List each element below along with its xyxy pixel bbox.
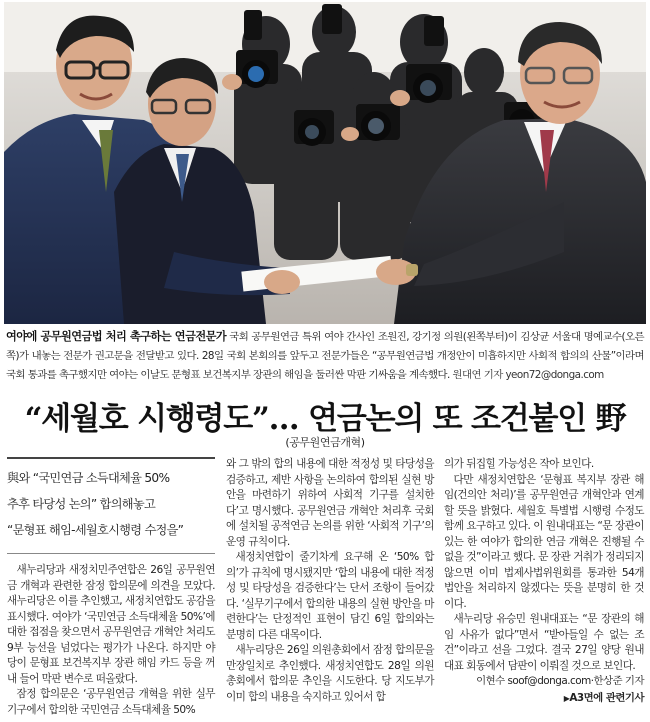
article-byline: 이현수 soof@donga.com·한상준 기자 [476, 675, 644, 687]
article-column-2 [226, 457, 434, 705]
related-article-label: A3면에 관련기사 [569, 691, 644, 704]
article-paragraph: 다만 새정치연합은 ‘문형표 복지부 장관 해임(건의안 처리)’를 공무원연금 개혁안과 연계할 뜻을 밝혔다. 세월호 특별법 시행령 수정도 함께 요구하고 있다. 이 원내대표는 “문 장관이 있는 한 여야가 합의한 연금 개혁은 진행될 수 없을 것”이라고 했다. 문 장관 거취가 정리되지 않으면 이미 법제사법위원회를 통과한 54개 법안을 처리하지 않겠다는 뜻을 분명히 한 것이다. [444, 473, 644, 610]
triangle-pointer-icon: ▶ [563, 693, 570, 703]
article-paragraph: 와 그 밖의 합의 내용에 대한 적정성 및 타당성을 검증하고, 제반 사항을 논의하여 합의된 실현 방안을 마련하기 위하여 사회적 기구를 설치한다’고 명시했다. 공무원연금 개혁안 처리후 국회에 설치될 공적연금 논의를 위한 ‘사회적 기구’의 운영 규칙이다. [226, 458, 434, 548]
deck-line-3: “문형표 해임-세월호시행령 수정을” [7, 523, 184, 537]
photo-caption [6, 327, 644, 385]
headline: “세월호 시행령도”… 연금논의 또 조건붙인 野 [24, 401, 626, 437]
deck-divider [7, 553, 215, 554]
article-paragraph: 의가 뒤집힐 가능성은 작아 보인다. [444, 458, 594, 470]
headline-section-label: (공무원연금개혁) [285, 436, 365, 449]
article-column-1 [7, 457, 215, 718]
article-paragraph: 새누리당은 26일 의원총회에서 잠정 합의문을 만장일치로 추인했다. 새정치연합도 28일 의원총회에서 합의문 추인을 시도한다. 당 지도부가 이미 합의 내용을 숙지하고 있어서 합 [226, 644, 434, 703]
related-article-link[interactable] [444, 691, 644, 707]
subheadline-deck [7, 457, 215, 543]
deck-line-1: 與와 “국민연금 소득대체율 50% [7, 471, 170, 485]
article-paragraph: 잠정 합의문은 ‘공무원연금 개혁을 위한 실무기구에서 합의한 국민연금 소득대체율 50% [7, 688, 215, 716]
caption-body: 국회 공무원연금 특위 여야 간사인 조원진, 강기정 의원(왼쪽부터)이 김상균 서울대 명예교수(오른쪽)가 내놓는 전문가 권고문을 전달받고 있다. 28일 국회 본회의를 앞두고 전문가들은 “공무원연금법 개정안이 미흡하지만 사회적 합의의 산물”이라며 국회 통과를 촉구했지만 여야는 이날도 문형표 보건복지부 장관의 해임을 둘러싼 막판 기싸움을 계속했다. [6, 331, 644, 381]
deck-line-2: 추후 타당성 논의” 합의해놓고 [7, 497, 156, 511]
press-photo-illustration [4, 2, 646, 324]
article-paragraph: 새정치연합이 줄기차게 요구해 온 ‘50% 합의’가 규칙에 명시됐지만 ‘합의 내용에 대한 적정성 및 타당성을 검증한다’는 단서 조항이 들어갔다. ‘실무기구에서 합의한 내용의 실현 방안을 마련한다’는 단정적인 표현이 담긴 6일 합의와는 분명히 다른 대목이다. [226, 551, 434, 641]
article-column-3 [444, 457, 644, 706]
caption-title: 여야에 공무원연금법 처리 촉구하는 연금전문가 [6, 330, 227, 343]
article-paragraph: 새누리당 유승민 원내대표는 “문 장관의 해임 사유가 없다”면서 “받아들일 수 없는 조건”이라고 선을 그었다. 결국 27일 양당 원내대표 회동에서 담판이 이뤄질 것으로 보인다. [444, 613, 644, 672]
news-photo [4, 2, 646, 324]
article-paragraph: 새누리당과 새정치민주연합은 26일 공무원연금 개혁과 관련한 잠정 합의문에 의견을 모았다. 새누리당은 이를 추인했고, 새정치연합도 공감을 표시했다. 여야가 ‘국민연금 소득대체율 50%’에 대한 접점을 찾으면서 공무원연금 개혁안 처리도 9부 능선을 넘었다는 평가가 나온다. 하지만 야당이 문형표 보건복지부 장관 해임 카드 등을 꺼내 들어 막판 변수로 떠올랐다. [7, 564, 215, 685]
photo-credit: 원대연 기자 yeon72@donga.com [452, 369, 604, 381]
